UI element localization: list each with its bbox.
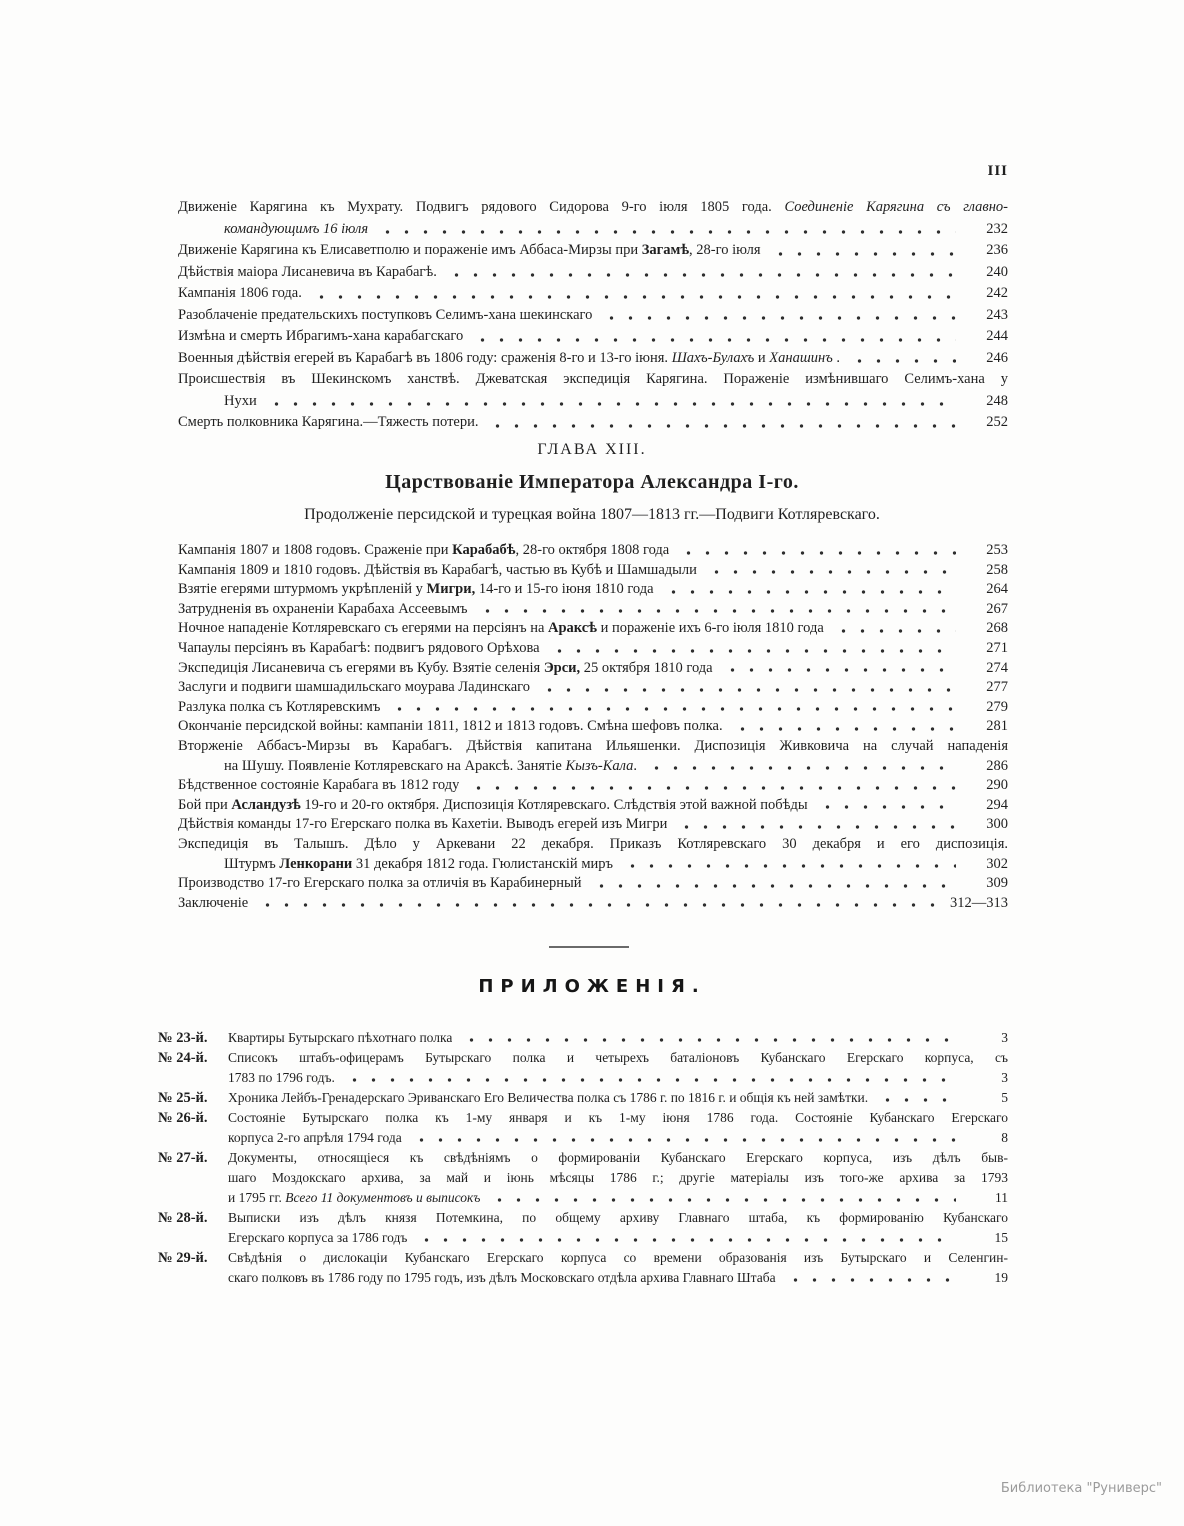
- toc-line: [228, 1028, 1008, 1048]
- toc-line: [178, 796, 1008, 816]
- text-segment: Нухи: [224, 392, 257, 409]
- text-segment: Кызъ-Кала: [565, 757, 634, 774]
- entry-text: [178, 678, 530, 698]
- toc-entry: [178, 305, 1008, 327]
- toc-line: [178, 240, 1008, 262]
- toc-line: [178, 348, 1008, 370]
- toc-entry: [178, 678, 1008, 698]
- page-ref: 267: [986, 600, 1008, 617]
- page-ref: 300: [986, 816, 1008, 833]
- toc-entry: [178, 639, 1008, 659]
- entry-text: [178, 659, 713, 679]
- text-segment: и 1795 гг.: [228, 1190, 286, 1205]
- dot-leader: [265, 391, 956, 413]
- entry-text: [178, 348, 840, 370]
- entry-text: [178, 541, 669, 561]
- dot-leader: [848, 348, 956, 370]
- text-segment: 14-го и 15-го іюня 1810 года: [475, 581, 654, 598]
- page-ref: 244: [986, 328, 1008, 344]
- dot-leader: [677, 541, 956, 561]
- dot-leader: [388, 698, 956, 718]
- entry-text: [228, 1028, 452, 1048]
- appendix-entry-number: № 27-й.: [158, 1150, 208, 1166]
- entry-text: [178, 262, 437, 284]
- dot-leader: [488, 1188, 956, 1208]
- text-segment: Дѣйствія команды 17-го Егерскаго полка въ Кахетіи. Выводъ егерей изъ Мигри: [178, 816, 668, 833]
- text-segment: Хроника Лейбъ-Гренадерскаго Эриванскаго Его Величества полка съ 1786 г. по 1816 г. и общія къ ней замѣтки.: [228, 1090, 869, 1105]
- appendix-entry-number: № 28-й.: [158, 1210, 208, 1226]
- toc-line: [178, 412, 1008, 434]
- text-segment: Состояніе Бутырскаго полка къ 1-му января и къ 1-му іюня 1786 года. Состояніе Кубанскаго Егерскаго: [228, 1110, 1008, 1125]
- toc-line: [228, 1228, 1008, 1248]
- text-segment: .: [832, 349, 840, 366]
- entry-text: [178, 600, 468, 620]
- text-segment: Выписки изъ дѣлъ князя Потемкина, по общему архиву Главнаго штаба, къ формированію Кубанскаго: [228, 1210, 1008, 1225]
- toc-line: [178, 369, 1008, 391]
- toc-line: [178, 580, 1008, 600]
- appendix-entry: [158, 1108, 1008, 1148]
- page-ref: 236: [986, 242, 1008, 258]
- page-ref: 19: [994, 1270, 1008, 1285]
- toc-entry: [178, 619, 1008, 639]
- entry-text: [178, 776, 459, 796]
- text-segment: Экспедиція въ Талышъ. Дѣло у Аркевани 22 декабря. Приказъ Котляревскаго 30 декабря и его диспозиція.: [178, 835, 1008, 852]
- text-segment: Движеніе Карягина къ Елисаветполю и пораженіе имъ Аббаса-Мирзы при: [178, 242, 642, 258]
- entry-text: [224, 855, 613, 875]
- page-ref: 253: [986, 542, 1008, 558]
- text-segment: Квартиры Бутырскаго пѣхотнаго полка: [228, 1030, 453, 1045]
- text-segment: Бой при: [178, 796, 232, 813]
- page-ref: 240: [986, 263, 1008, 280]
- entry-text: [178, 561, 697, 581]
- dot-leader: [621, 855, 956, 875]
- page-ref: 11: [995, 1190, 1008, 1205]
- toc-line: [178, 698, 1008, 718]
- entry-text: [224, 219, 368, 241]
- section-divider: [549, 946, 629, 948]
- toc-line: [178, 219, 1008, 241]
- toc-entry: [178, 659, 1008, 679]
- toc-line: [178, 678, 1008, 698]
- page-ref: 264: [986, 581, 1008, 598]
- appendix-entry: [158, 1208, 1008, 1248]
- toc-entry: [178, 874, 1008, 894]
- text-segment: 25 октября 1810 года: [580, 659, 713, 676]
- text-segment: Списокъ штабъ-офицерамъ Бутырскаго полка и четырехъ баталіоновъ Кубанскаго Егерскаго корпуса, съ: [228, 1050, 1008, 1065]
- text-segment: Свѣдѣнія о дислокаціи Кубанскаго Егерскаго корпуса со времени образованія изъ Бутырскаго и Селенгин-: [228, 1250, 1008, 1265]
- appendix-entry: [158, 1048, 1008, 1088]
- toc-entry: [178, 326, 1008, 348]
- dot-leader: [645, 757, 956, 777]
- text-segment: Документы, относящіеся къ свѣдѣніямъ о формированіи Кубанскаго Егерскаго корпуса, изъ дѣлъ быв-: [228, 1150, 1008, 1165]
- text-segment: Происшествія въ Шекинскомъ ханствѣ. Джеватская экспедиція Карягина. Пораженіе измѣнившаго Селимъ-хана у: [178, 371, 1008, 387]
- text-segment: Измѣна и смерть Ибрагимъ-хана карабагскаго: [178, 328, 464, 344]
- dot-leader: [816, 796, 956, 816]
- page-ref: 232: [986, 220, 1008, 237]
- text-segment: Разоблаченіе предательскихъ поступковъ Селимъ-хана шекинскаго: [178, 306, 593, 323]
- dot-leader: [410, 1128, 956, 1148]
- entry-text: [178, 580, 654, 600]
- dot-leader: [445, 262, 956, 284]
- toc-line: [178, 874, 1008, 894]
- text-segment: Взятіе егерями штурмомъ укрѣпленій у: [178, 581, 427, 598]
- appendix-entry-number: № 29-й.: [158, 1250, 208, 1266]
- text-segment: Кампанія 1809 и 1810 годовъ. Дѣйствія въ Карабагѣ, частью въ Кубѣ и Шамшадыли: [178, 561, 697, 578]
- toc-line: [178, 757, 1008, 777]
- toc-line: [178, 639, 1008, 659]
- entry-text: [178, 796, 808, 816]
- toc-line: [178, 855, 1008, 875]
- appendix-entry-number: № 23-й.: [158, 1030, 208, 1046]
- entry-text: [228, 1268, 776, 1288]
- page-ref: 271: [986, 639, 1008, 656]
- chapter-kicker: ГЛАВА XIII.: [537, 441, 647, 458]
- toc-section-2: [178, 541, 1008, 913]
- text-segment: Заключеніе: [178, 894, 249, 911]
- toc-entry: [178, 197, 1008, 240]
- toc-entry: [178, 240, 1008, 262]
- chapter-subtitle: Продолженіе персидской и турецкая война 1807—1813 гг.—Подвиги Котляревскаго.: [304, 506, 880, 523]
- toc-entry: [178, 776, 1008, 796]
- appendix-entry: [158, 1028, 1008, 1048]
- toc-line: [228, 1168, 1008, 1188]
- appendix-entry: [158, 1148, 1008, 1208]
- text-segment: Чапаулы персіянъ въ Карабагѣ: подвигъ рядового Орѣхова: [178, 639, 540, 656]
- toc-line: [178, 894, 1008, 914]
- text-segment: Бѣдственное состояніе Карабага въ 1812 году: [178, 777, 460, 794]
- appendix-entry: [158, 1248, 1008, 1288]
- toc-line: [228, 1108, 1008, 1128]
- text-segment: .: [633, 757, 638, 774]
- entry-text: [228, 1188, 480, 1208]
- toc-entry: [178, 796, 1008, 816]
- dot-leader: [662, 580, 956, 600]
- toc-line: [178, 197, 1008, 219]
- toc-line: [228, 1188, 1008, 1208]
- text-segment: 1783 по 1796 годъ.: [228, 1070, 335, 1085]
- text-segment: Окончаніе персидской войны: кампаніи 1811, 1812 и 1813 годовъ. Смѣна шефовъ полка.: [178, 718, 723, 735]
- dot-leader: [471, 326, 956, 348]
- toc-line: [228, 1268, 1008, 1288]
- toc-entry: [178, 737, 1008, 776]
- chapter-heading-block: [0, 441, 1184, 524]
- page-ref: 15: [994, 1230, 1008, 1245]
- toc-line: [178, 262, 1008, 284]
- toc-entry: [178, 541, 1008, 561]
- dot-leader: [705, 561, 956, 581]
- dot-leader: [600, 305, 956, 327]
- page-ref: 281: [986, 718, 1008, 735]
- dot-leader: [310, 283, 956, 305]
- entry-text: [228, 1088, 868, 1108]
- text-segment: Кампанія 1806 года.: [178, 285, 302, 301]
- toc-entry: [178, 698, 1008, 718]
- text-segment: Вторженіе Аббасъ-Мирзы въ Карабагъ. Дѣйствія капитана Ильяшенки. Диспозиція Живковича на случай нападенія: [178, 737, 1008, 754]
- dot-leader: [486, 412, 956, 434]
- appendix-entry-number: № 24-й.: [158, 1050, 208, 1066]
- dot-leader: [256, 894, 944, 914]
- text-segment: Экспедиція Лисаневича съ егерями въ Кубу. Взятіе селенія: [178, 659, 544, 676]
- dot-leader: [590, 874, 957, 894]
- page-ref: 277: [986, 679, 1008, 696]
- dot-leader: [721, 659, 956, 679]
- page-ref: 312—313: [950, 894, 1008, 911]
- chapter-title: Царствованіе Императора Александра I-го.: [385, 471, 799, 493]
- text-segment: Затрудненія въ охраненіи Карабаха Ассеевымъ: [178, 600, 468, 617]
- entry-text: [228, 1068, 335, 1088]
- toc-entry: [178, 348, 1008, 370]
- text-segment: Карабабѣ: [452, 542, 516, 558]
- text-segment: Движеніе Карягина къ Мухрату. Подвигъ рядового Сидорова 9-го іюля 1805 года.: [178, 199, 785, 215]
- toc-section-1: [178, 197, 1008, 434]
- toc-entry: [178, 815, 1008, 835]
- toc-entry: [178, 894, 1008, 914]
- toc-line: [178, 717, 1008, 737]
- toc-entry: [178, 835, 1008, 874]
- dot-leader: [784, 1268, 956, 1288]
- toc-entry: [178, 717, 1008, 737]
- toc-line: [178, 619, 1008, 639]
- appendix-entry-number: № 25-й.: [158, 1090, 208, 1106]
- toc-entry: [178, 580, 1008, 600]
- page-ref: 3: [1001, 1070, 1008, 1085]
- text-segment: скаго полковъ въ 1786 году по 1795 годъ, изъ дѣлъ Московскаго отдѣла архива Главнаго Штаба: [228, 1270, 776, 1285]
- toc-line: [178, 737, 1008, 757]
- toc-line: [178, 541, 1008, 561]
- page-ref: 274: [986, 659, 1008, 676]
- appendix-entry: [158, 1088, 1008, 1108]
- page-ref: 268: [986, 620, 1008, 637]
- text-segment: Всего 11 документовъ и выписокъ: [285, 1190, 481, 1205]
- text-segment: Дѣйствія маіора Лисаневича въ Карабагѣ.: [178, 263, 437, 280]
- page-ref: 242: [986, 285, 1008, 301]
- toc-line: [178, 326, 1008, 348]
- page-ref: 248: [986, 392, 1008, 409]
- appendix-heading: ПРИЛОЖЕНІЯ.: [478, 976, 706, 997]
- entry-text: [178, 326, 463, 348]
- entry-text: [178, 619, 824, 639]
- dot-leader: [467, 776, 956, 796]
- text-segment: Ночное нападеніе Котляревскаго съ егерями на персіянъ на: [178, 620, 549, 637]
- page-ref: 246: [986, 349, 1008, 366]
- dot-leader: [876, 1088, 956, 1108]
- dot-leader: [476, 600, 956, 620]
- text-segment: шаго Моздокскаго архива, за май и іюнь мѣсяцы 1786 г.; другіе матеріалы изъ того-же архива за 1793: [228, 1170, 1008, 1185]
- page-ref: 258: [986, 561, 1008, 578]
- text-segment: 31 декабря 1812 года. Гюлистанскій миръ: [352, 855, 613, 872]
- text-segment: Загамѣ: [641, 242, 690, 258]
- page-ref: 243: [986, 306, 1008, 323]
- text-segment: Разлука полка съ Котляревскимъ: [178, 698, 381, 715]
- dot-leader: [460, 1028, 956, 1048]
- entry-text: [228, 1128, 402, 1148]
- entry-text: [178, 283, 302, 305]
- toc-line: [178, 305, 1008, 327]
- dot-leader: [675, 815, 956, 835]
- toc-line: [178, 659, 1008, 679]
- entry-text: [178, 874, 582, 894]
- page-ref: 252: [986, 414, 1008, 430]
- text-segment: корпуса 2-го апрѣля 1794 года: [228, 1130, 402, 1145]
- toc-entry: [178, 283, 1008, 305]
- text-segment: Кампанія 1807 и 1808 годовъ. Сраженіе при: [178, 542, 453, 558]
- entry-text: [178, 698, 380, 718]
- text-segment: Асландузѣ: [231, 796, 301, 813]
- entry-text: [228, 1228, 407, 1248]
- toc-line: [178, 391, 1008, 413]
- folio-page-number: III: [987, 163, 1008, 179]
- dot-leader: [769, 240, 957, 262]
- text-segment: , 28-го октября 1808 года: [515, 542, 670, 558]
- text-segment: Ханашинъ: [769, 349, 833, 366]
- text-segment: Араксѣ: [548, 620, 597, 637]
- page-ref: 8: [1001, 1130, 1008, 1145]
- entry-text: [178, 240, 761, 262]
- entry-text: [178, 639, 540, 659]
- text-segment: командующимъ 16 іюля: [224, 220, 369, 237]
- page-ref: 286: [986, 757, 1008, 774]
- toc-line: [228, 1088, 1008, 1108]
- toc-entry: [178, 369, 1008, 412]
- page-ref: 294: [986, 796, 1008, 813]
- text-segment: 19-го и 20-го октября. Диспозиція Котляревскаго. Слѣдствія этой важной побѣды: [300, 796, 808, 813]
- text-segment: Эрси,: [543, 659, 581, 676]
- dot-leader: [415, 1228, 956, 1248]
- toc-line: [178, 776, 1008, 796]
- page-ref: 302: [986, 855, 1008, 872]
- toc-line: [178, 561, 1008, 581]
- library-watermark: Библиотека "Руниверс": [1000, 1481, 1162, 1496]
- page-ref: 279: [986, 698, 1008, 715]
- toc-line: [178, 815, 1008, 835]
- text-segment: и пораженіе ихъ 6-го іюля 1810 года: [596, 620, 824, 637]
- text-segment: Шахъ-Булахъ: [671, 349, 755, 366]
- entry-text: [178, 305, 592, 327]
- toc-line: [228, 1068, 1008, 1088]
- appendix-list: [158, 1028, 1008, 1288]
- text-segment: Производство 17-го Егерскаго полка за отличія въ Карабинерный: [178, 875, 582, 892]
- entry-text: [224, 757, 637, 777]
- toc-line: [228, 1128, 1008, 1148]
- toc-entry: [178, 600, 1008, 620]
- toc-entry: [178, 561, 1008, 581]
- toc-line: [228, 1248, 1008, 1268]
- dot-leader: [832, 619, 956, 639]
- dot-leader: [376, 219, 956, 241]
- page-ref: 5: [1001, 1090, 1008, 1105]
- toc-entry: [178, 412, 1008, 434]
- text-segment: Военныя дѣйствія егерей въ Карабагѣ въ 1806 году: сраженія 8-го и 13-го іюня.: [178, 349, 672, 366]
- text-segment: Егерскаго корпуса за 1786 годъ: [228, 1230, 408, 1245]
- dot-leader: [548, 639, 956, 659]
- text-segment: и: [754, 349, 770, 366]
- toc-line: [178, 283, 1008, 305]
- dot-leader: [538, 678, 956, 698]
- text-segment: на Шушу. Появленіе Котляревскаго на Араксѣ. Занятіе: [224, 757, 566, 774]
- entry-text: [178, 815, 667, 835]
- toc-line: [178, 835, 1008, 855]
- entry-text: [224, 391, 257, 413]
- entry-text: [178, 894, 248, 914]
- text-segment: Штурмъ: [224, 855, 280, 872]
- toc-entry: [178, 262, 1008, 284]
- toc-line: [178, 600, 1008, 620]
- page-ref: 309: [986, 875, 1008, 892]
- appendix-entry-number: № 26-й.: [158, 1110, 208, 1126]
- text-segment: , 28-го іюля: [689, 242, 761, 258]
- page-ref: 3: [1001, 1030, 1008, 1045]
- entry-text: [178, 412, 478, 434]
- toc-line: [228, 1208, 1008, 1228]
- entry-text: [178, 717, 723, 737]
- page-ref: 290: [986, 777, 1008, 794]
- text-segment: Соединеніе Карягина съ главно-: [784, 199, 1008, 215]
- toc-line: [228, 1048, 1008, 1068]
- toc-line: [228, 1148, 1008, 1168]
- text-segment: Смерть полковника Карягина.—Тяжесть потери.: [178, 414, 479, 430]
- text-segment: Заслуги и подвиги шамшадильскаго моурава Ладинскаго: [178, 679, 530, 696]
- dot-leader: [343, 1068, 956, 1088]
- text-segment: Ленкорани: [279, 855, 353, 872]
- dot-leader: [731, 717, 956, 737]
- text-segment: Мигри,: [426, 581, 476, 598]
